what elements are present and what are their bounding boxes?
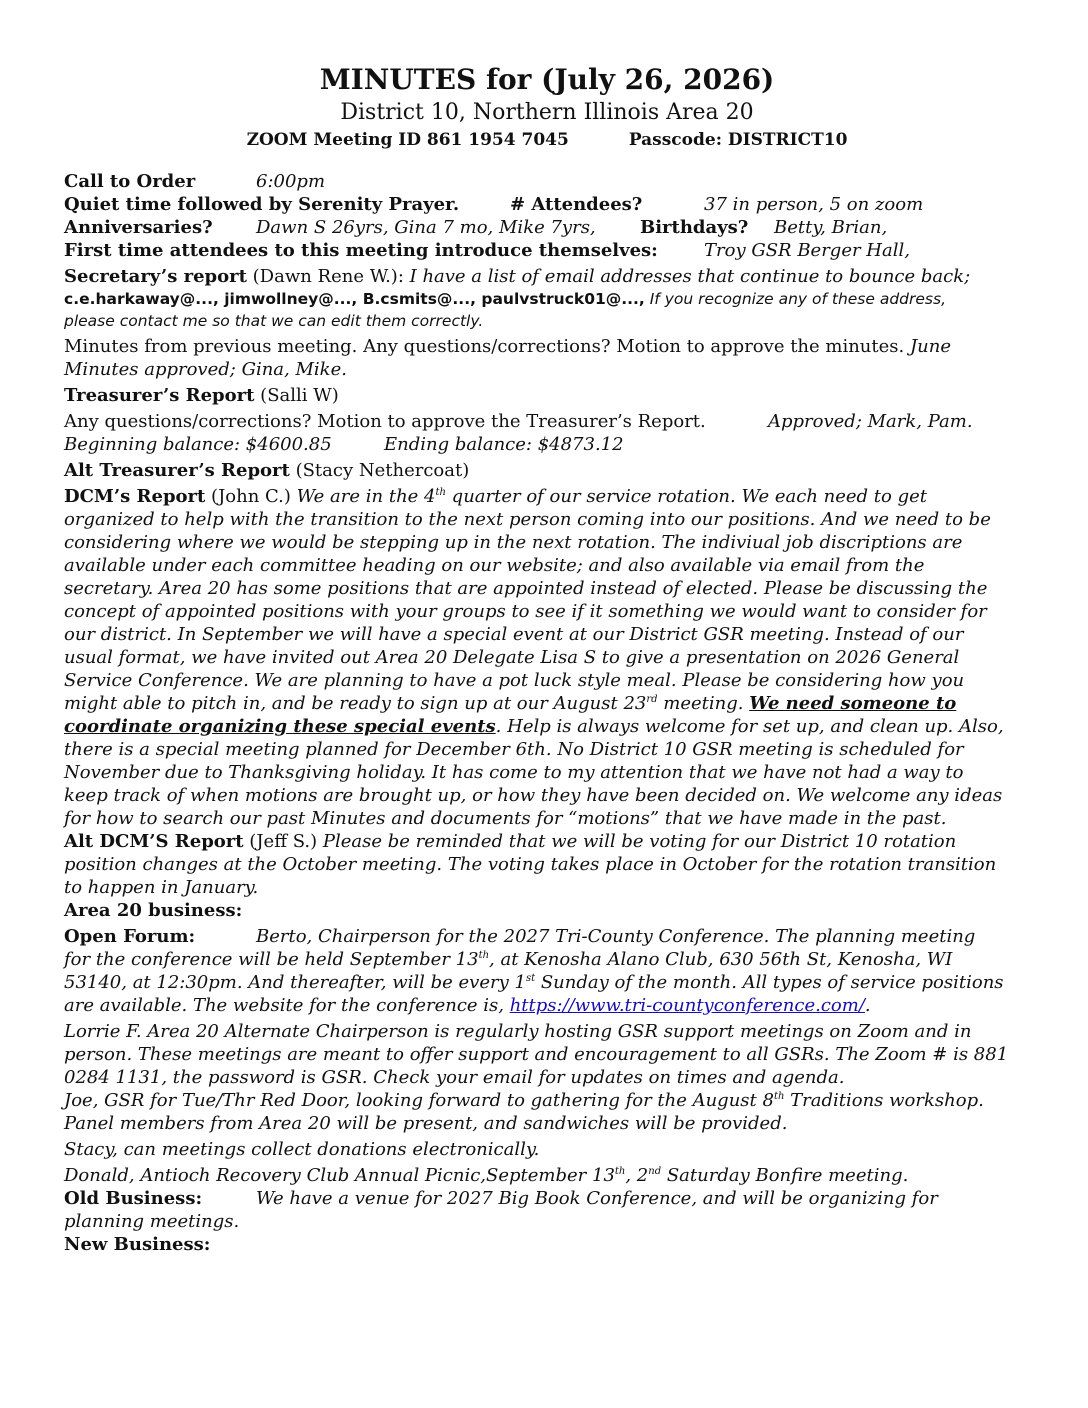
stacy-question: Stacy, can meetings collect donations electronically.: [64, 1139, 540, 1160]
alt-treasurer-label: Alt Treasurer’s Report: [64, 460, 290, 481]
donald-announcement: [64, 1164, 1030, 1187]
minutes-approved-2: Minutes approved; Gina, Mike.: [64, 359, 347, 380]
dcm-line: quarter of our service rotation. We each need to get: [445, 486, 927, 507]
treasurer-who: (Salli W): [254, 385, 339, 406]
anniversaries-label: Anniversaries?: [64, 217, 213, 238]
attendees-value: 37 in person, 5 on zoom: [704, 194, 924, 215]
minutes-text: Minutes from previous meeting. Any questions/corrections? Motion to approve the minutes.: [64, 336, 910, 357]
anniversaries-row: [64, 216, 1030, 239]
dcm-line: . Help is always welcome for set up, and clean up. Also,: [495, 716, 1004, 737]
joe-sup: th: [773, 1091, 785, 1102]
emails-note: If you recognize any of these address,: [644, 290, 947, 308]
dcm-sup: rd: [646, 694, 658, 705]
dcm-line: might able to pitch in, and be ready to sign up at our August 23: [64, 693, 647, 714]
dcm-line: organized to help with the transition to the next person coming into our positions. And we need to be: [64, 509, 991, 530]
alt-dcm-label: Alt DCM’S Report: [64, 831, 244, 852]
treasurer-text: Any questions/corrections? Motion to approve the Treasurer’s Report.: [64, 411, 706, 432]
old-business-label: Old Business:: [64, 1188, 203, 1209]
call-to-order-label: Call to Order: [64, 171, 196, 192]
joe-line: Panel members from Area 20 will be present, and sandwiches will be provided.: [64, 1113, 788, 1134]
call-to-order-value: 6:00pm: [256, 171, 326, 192]
ending-balance: Ending balance: $4873.12: [384, 434, 624, 455]
old-business-line: We have a venue for 2027 Big Book Conference, and will be organizing for: [256, 1188, 938, 1209]
old-business: [64, 1187, 1030, 1233]
lorrie-announcement: [64, 1020, 1030, 1089]
treasurer-label: Treasurer’s Report: [64, 385, 255, 406]
attendees-label: # Attendees?: [510, 194, 643, 215]
dcm-line: usual format, we have invited out Area 20 Delegate Lisa S to give a presentation on 2026 General: [64, 647, 960, 668]
minutes-document: [64, 62, 1030, 1256]
dcm-line: considering where we would be stepping up in the next rotation. The indiviual job discriptions are: [64, 532, 963, 553]
conference-website-link[interactable]: https://www.tri-countyconference.com/: [509, 995, 865, 1016]
zoom-info: [64, 128, 1030, 152]
open-forum-sup: st: [525, 973, 536, 984]
minutes-approved: June: [909, 336, 952, 357]
page-subtitle: District 10, Northern Illinois Area 20: [340, 100, 754, 125]
dcm-who: (John C.): [205, 486, 297, 507]
alt-dcm-who: (Jeff S.): [243, 831, 323, 852]
dcm-label: DCM’s Report: [64, 486, 206, 507]
emails-note-2: please contact me so that we can edit them correctly.: [64, 312, 484, 330]
dcm-line: We are in the 4: [296, 486, 436, 507]
secretary-who: (Dawn Rene W.):: [246, 266, 410, 287]
open-forum-line: Sunday of the month. All types of service positions: [535, 972, 1004, 993]
dcm-callout: coordinate organizing these special events: [64, 716, 496, 737]
dcm-line: secretary. Area 20 has some positions that are appointed instead of elected. Please be discussing the: [64, 578, 988, 599]
bounced-emails: c.e.harkaway@..., jimwollney@..., B.csmits@..., paulvstruck01@...,: [64, 290, 645, 308]
dcm-callout: We need someone to: [749, 693, 957, 714]
treasurer-report: [64, 384, 1030, 407]
alt-dcm-report: [64, 830, 1030, 899]
beginning-balance: Beginning balance: $4600.85: [64, 434, 332, 455]
alt-treasurer-who: (Stacy Nethercoat): [289, 460, 470, 481]
donald-line: , 2: [625, 1165, 649, 1186]
birthdays-label: Birthdays?: [640, 217, 749, 238]
quiet-time-label: Quiet time followed by Serenity Prayer.: [64, 194, 460, 215]
secretary-text: I have a list of email addresses that continue to bounce back;: [409, 266, 971, 287]
dcm-line: there is a special meeting planned for December 6th. No District 10 GSR meeting is scheduled for: [64, 739, 964, 760]
treasurer-approved: Approved; Mark, Pam.: [768, 411, 973, 432]
quiet-time-row: [64, 193, 1030, 216]
secretary-label: Secretary’s report: [64, 266, 247, 287]
zoom-meeting-id: ZOOM Meeting ID 861 1954 7045: [246, 130, 569, 150]
open-forum-line: , at Kenosha Alano Club, 630 56th St, Kenosha, WI: [489, 949, 953, 970]
alt-treasurer-report: [64, 459, 1030, 482]
joe-line: Joe, GSR for Tue/Thr Red Door, looking forward to gathering for the August 8: [64, 1090, 774, 1111]
secretary-emails: [64, 288, 1030, 310]
first-time-value: Troy GSR Berger Hall,: [704, 240, 910, 261]
new-business-label: New Business:: [64, 1234, 211, 1255]
donald-sup: th: [614, 1166, 626, 1177]
open-forum-line: are available. The website for the conference is,: [64, 995, 510, 1016]
open-forum-line: .: [864, 995, 871, 1016]
dcm-report: [64, 485, 1030, 830]
open-forum-line: Berto, Chairperson for the 2027 Tri-County Conference. The planning meeting: [256, 926, 976, 947]
dcm-line: for how to search our past Minutes and documents for “motions” that we have made in the past.: [64, 808, 947, 829]
lorrie-line: 0284 1131, the password is GSR. Check your email for updates on times and agenda.: [64, 1067, 845, 1088]
secretary-report: [64, 265, 1030, 288]
dcm-line: concept of appointed positions with your groups to see if it something we would want to consider for: [64, 601, 987, 622]
dcm-line: meeting.: [657, 693, 750, 714]
joe-line: Traditions workshop.: [784, 1090, 984, 1111]
old-business-line: planning meetings.: [64, 1211, 240, 1232]
treasurer-approval-row: [64, 410, 1030, 433]
dcm-line: Service Conference. We are planning to have a pot luck style meal. Please be considering how you: [64, 670, 965, 691]
first-time-label: First time attendees to this meeting introduce themselves:: [64, 240, 658, 261]
area20-business-label: Area 20 business:: [64, 900, 243, 921]
call-to-order-row: [64, 170, 1030, 193]
open-forum-label: Open Forum:: [64, 926, 196, 947]
alt-dcm-line: position changes at the October meeting. The voting takes place in October for the rotation transition: [64, 854, 997, 875]
open-forum: [64, 925, 1030, 1017]
open-forum-line: for the conference will be held September 13: [64, 949, 479, 970]
first-time-row: [64, 239, 1030, 262]
joe-announcement: [64, 1089, 1030, 1135]
open-forum-sup: th: [478, 950, 490, 961]
donald-line: Donald, Antioch Recovery Club Annual Picnic,September 13: [64, 1165, 615, 1186]
lorrie-line: person. These meetings are meant to offer support and encouragement to all GSRs. The Zoom # is 881: [64, 1044, 1009, 1065]
alt-dcm-line: Please be reminded that we will be voting for our District 10 rotation: [322, 831, 957, 852]
dcm-line: November due to Thanksgiving holiday. It has come to my attention that we have not had a way to: [64, 762, 964, 783]
dcm-line: keep track of when motions are brought up, or how they have been decided on. We welcome any ideas: [64, 785, 1003, 806]
donald-line: Saturday Bonfire meeting.: [661, 1165, 909, 1186]
birthdays-value: Betty, Brian,: [774, 217, 888, 238]
balance-row: [64, 433, 1030, 456]
dcm-line: our district. In September we will have a special event at our District GSR meeting. Instead of our: [64, 624, 964, 645]
zoom-passcode: Passcode: DISTRICT10: [628, 130, 848, 150]
dcm-sup: th: [435, 487, 446, 498]
alt-dcm-line: to happen in January.: [64, 877, 259, 898]
donald-sup: nd: [648, 1166, 662, 1177]
lorrie-line: Lorrie F. Area 20 Alternate Chairperson is regularly hosting GSR support meetings on Zoom and in: [64, 1021, 972, 1042]
minutes-approval: [64, 335, 1030, 358]
dcm-line: available under each committee heading on our website; and also available via email from the: [64, 555, 925, 576]
open-forum-line: 53140, at 12:30pm. And thereafter, will be every 1: [64, 972, 526, 993]
page-title: MINUTES for (July 26, 2026): [319, 63, 775, 96]
anniversaries-value: Dawn S 26yrs, Gina 7 mo, Mike 7yrs,: [256, 217, 596, 238]
